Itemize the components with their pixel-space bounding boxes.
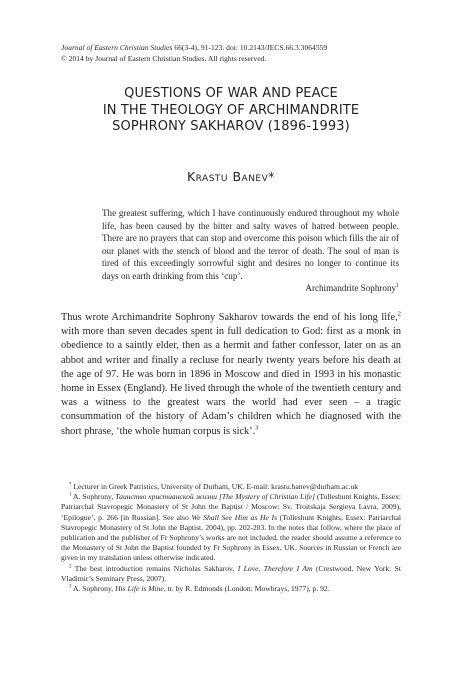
author-footnote-mark: *	[268, 169, 276, 184]
title-line-3: SOPHRONY SAKHAROV (1896-1993)	[112, 119, 350, 134]
copyright-line: © 2014 by Journal of Eastern Christian Studies. All rights reserved.	[61, 53, 267, 63]
journal-header	[61, 43, 401, 64]
footnote-ref-2[interactable]: 2	[397, 310, 401, 318]
footnote-1-title-2: We Shall See Him as He Is	[191, 512, 278, 522]
epigraph	[102, 207, 399, 295]
epigraph-author: Archimandrite Sophrony	[305, 283, 397, 293]
title-line-2: IN THE THEOLOGY OF ARCHIMANDRITE	[102, 102, 360, 118]
body-text-start: Thus wrote Archimandrite Sophrony Sakharov towards the end of his long life,	[61, 312, 398, 323]
body-paragraph	[61, 311, 401, 439]
footnote-1-text-b: (Tolleshunt Knights, Essex: Patriarchal Stavropegic Monastery of St John the Baptist / Moscow: Sv. Troitskaja Sergieva Lavra, 2009), ‘Epilogue’, p. 266 [in Russian]. See also	[61, 492, 401, 522]
author-name: Krastu Banev	[186, 169, 269, 184]
footnote-2	[61, 564, 401, 584]
footnotes	[61, 482, 401, 594]
footnote-3-text-a: A. Sophrony,	[72, 584, 116, 594]
footnote-3-text-b: , tr. by R. Edmonds (London: Mowbrays, 1977), p. 92.	[163, 584, 330, 594]
body-text-rest: with more than seven decades spent in full dedication to God: first as a monk in obedience to a saintly elder, then as a hermit and father confessor, later on as an abbot and writer and finally a recluse for nearly twenty years before his death at the age of 97. He was born in 1896 in Moscow and died in 1993 in his monastic home in Essex (England). He lived through the whole of the twentieth century and was a witness to the greatest wars the world had ever seen – a tragic consummation of the history of Adam’s children which he diagnosed with the short phrase, ‘the whole human corpus is sick’.	[61, 326, 401, 437]
citation-line	[61, 43, 401, 54]
epigraph-text: The greatest suffering, which I have continuously endured throughout my whole life, has been caused by the bitter and salty waves of hatred between people. There are no prayers that can stop and overcome this poison which fills the air of our planet with the stench of blood and the terror of death. The soul of man is tired of this exceedingly sorrowful sight and desires no longer to continue its days on earth drinking from this ‘cup’.	[102, 208, 399, 281]
footnote-3	[61, 584, 401, 594]
footnote-1-text-a: A. Sophrony,	[73, 492, 116, 502]
footnote-3-title: His Life is Mine	[115, 584, 164, 594]
footnote-ref-1[interactable]: 1	[396, 282, 399, 289]
footnote-2-mark: 2	[69, 564, 72, 570]
footnote-1-mark: 1	[69, 492, 72, 498]
footnote-1-title: Таинство христианской жизни [The Mystery of Christian Life]	[115, 492, 315, 502]
footnote-star	[61, 482, 401, 492]
footnote-2-text-a: The best introduction remains Nicholas Sakharov,	[74, 563, 238, 573]
footnote-star-text: Lecturer in Greek Patristics, University of Durham, UK. E-mail: krastu.banev@durham.ac.uk	[73, 482, 359, 491]
journal-name: Journal of Eastern Christian Studies	[61, 43, 173, 52]
footnote-3-mark: 3	[69, 584, 72, 590]
footnote-star-mark: *	[69, 482, 72, 488]
epigraph-attribution	[102, 282, 399, 295]
journal-citation: 66(3-4), 91-123. doi: 10.2143/JECS.66.3.3064559	[174, 43, 328, 52]
footnote-2-text-b: (Crestwood, New York: St Vladimir’s Seminary Press, 2007).	[61, 563, 401, 583]
title-line-1: QUESTIONS OF WAR AND PEACE	[124, 86, 338, 101]
footnote-2-title: I Love, Therefore I Am	[237, 563, 313, 573]
author-byline	[61, 169, 401, 184]
footnote-ref-3[interactable]: 3	[255, 424, 259, 432]
footnote-1	[61, 492, 401, 563]
footnote-1-text-c: (Tolleshunt Knights, Essex: Patriarchal Stavropegic Monastery of St John the Baptist, 2004), pp. 202-203. In the notes that follow, where the place of publication and the publisher of Fr Sophrony’s works are not included, the reader should assume a reference to the Monastery of St John the Baptist founded by Fr Sophrony in Essex, UK. Sources in Russian or French are given in my translation unless otherwise indicated.	[61, 512, 401, 563]
article-title	[61, 86, 401, 136]
